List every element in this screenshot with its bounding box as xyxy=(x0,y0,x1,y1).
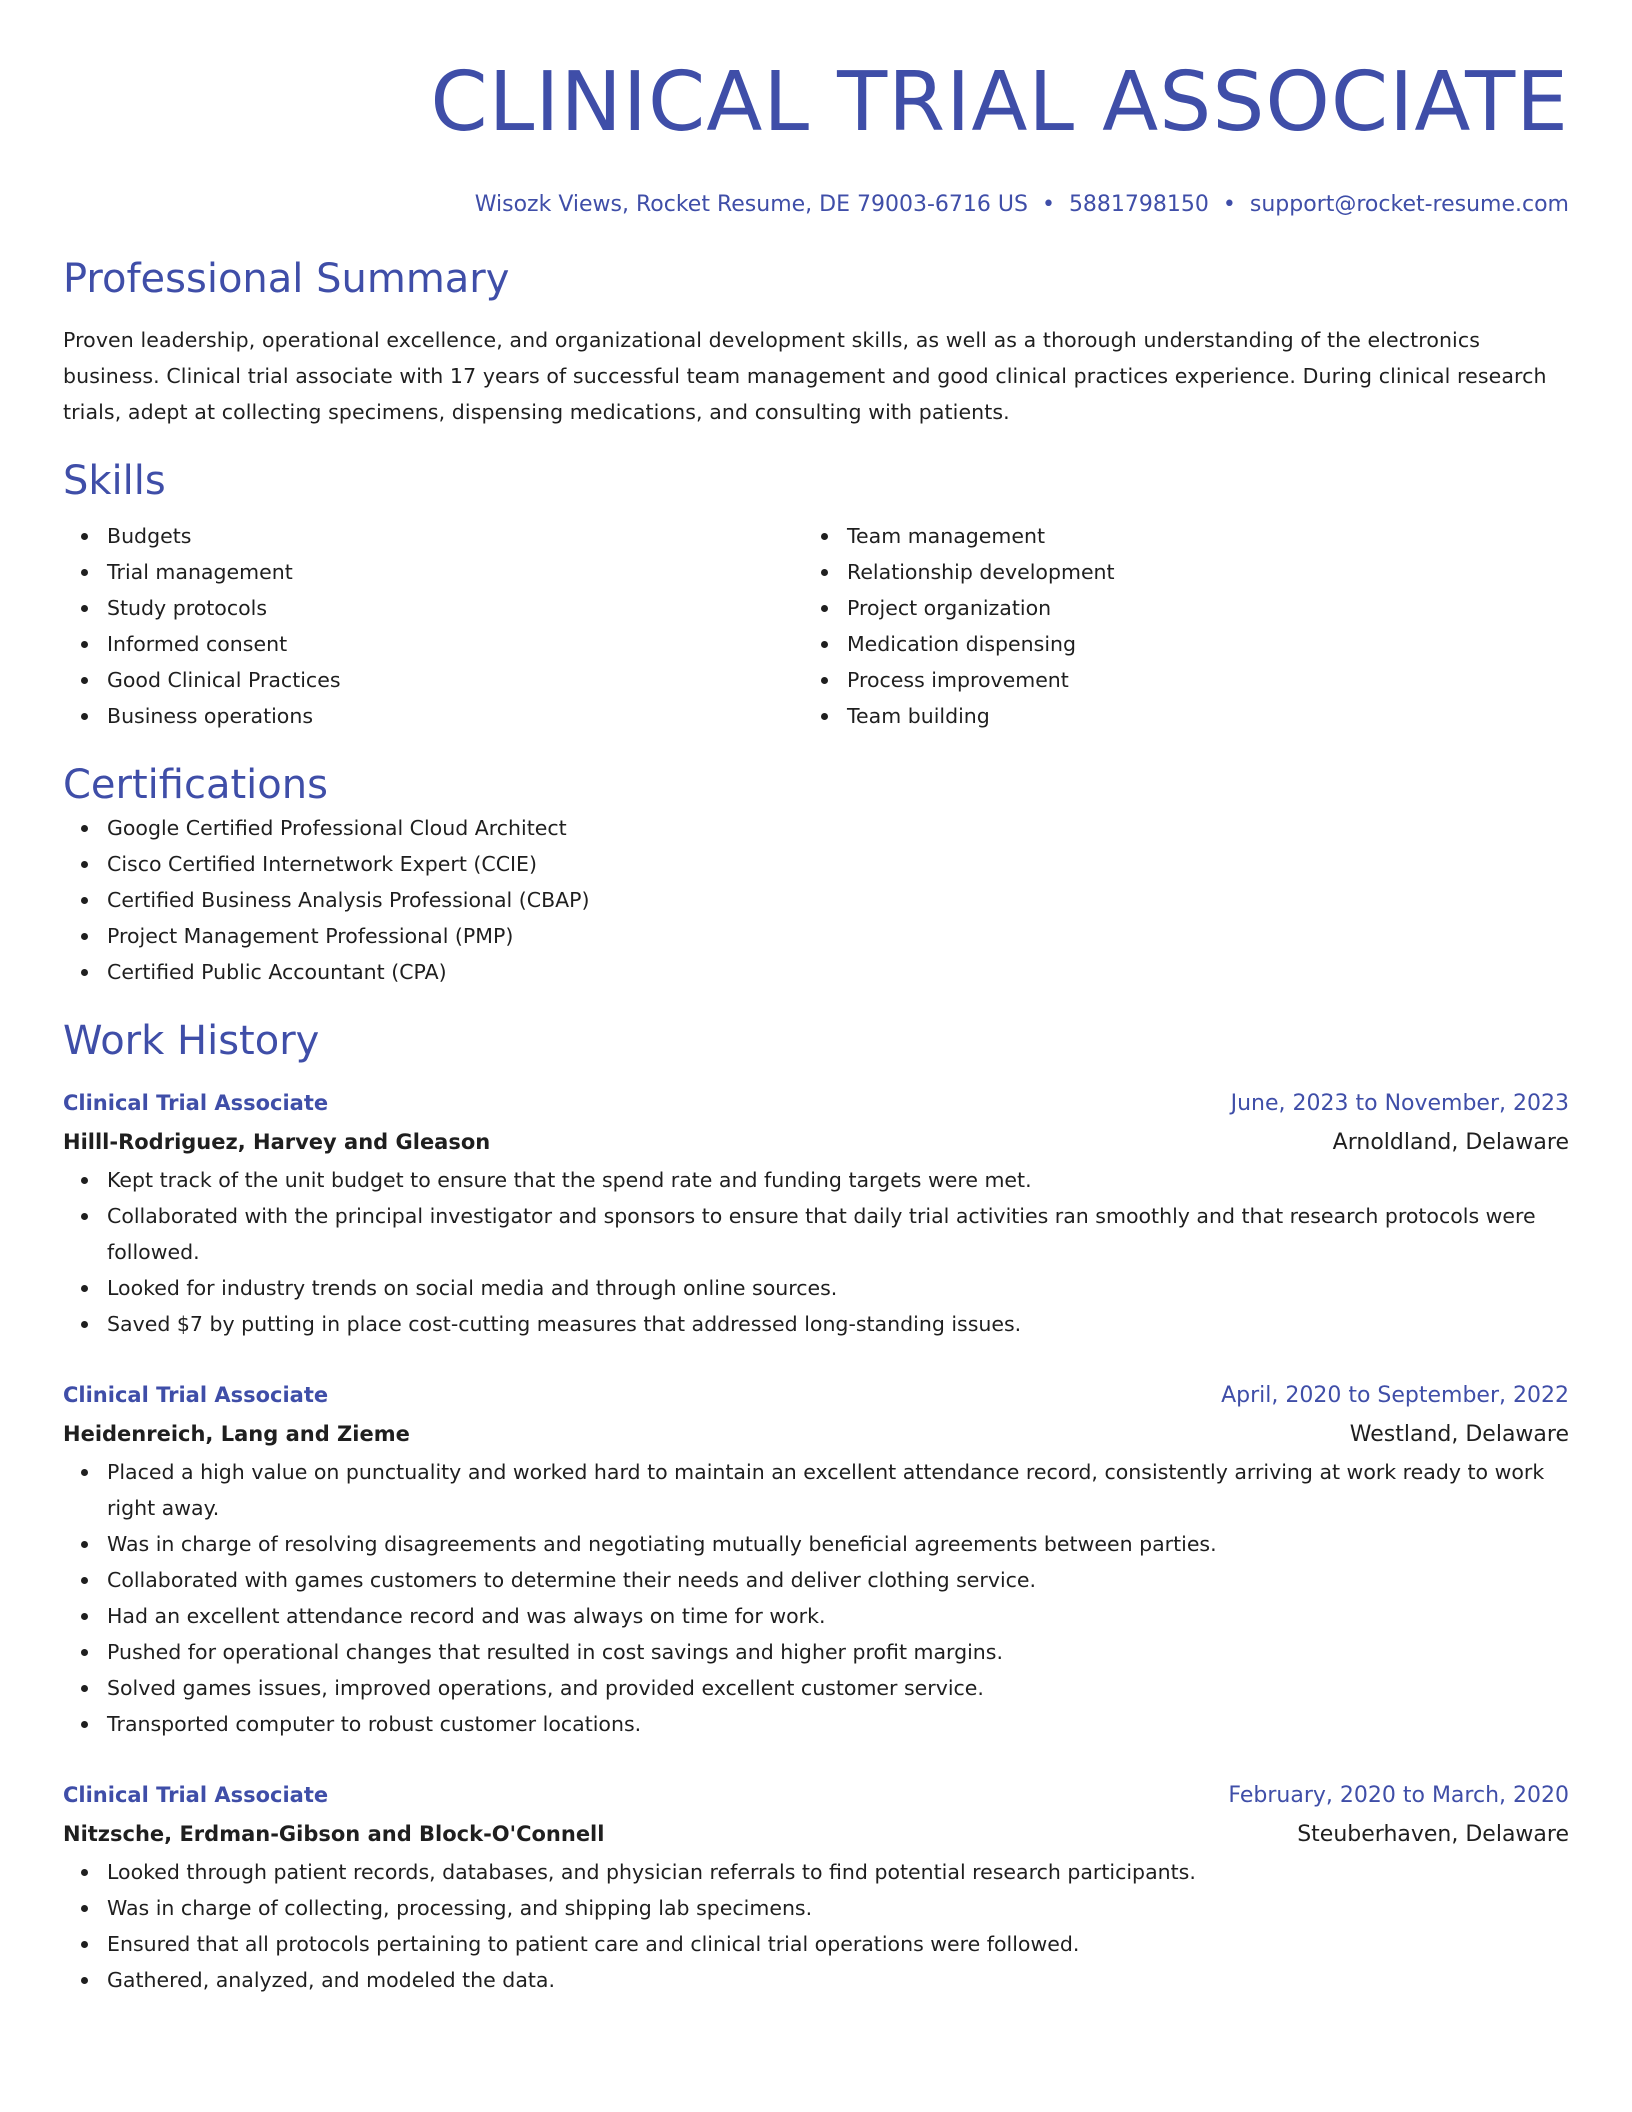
job-title: Clinical Trial Associate xyxy=(63,1383,329,1407)
skill-item: Trial management xyxy=(63,554,803,590)
job-company: Hilll-Rodriguez, Harvey and Gleason xyxy=(63,1130,491,1154)
contact-separator: • xyxy=(1222,192,1236,217)
job-company-row xyxy=(63,1415,1569,1454)
contact-separator: • xyxy=(1041,192,1055,217)
job-bullet-list xyxy=(63,1854,1569,1998)
job-title: Clinical Trial Associate xyxy=(63,1783,329,1807)
contact-email: support@rocket-resume.com xyxy=(1249,192,1569,217)
job-location: Steuberhaven, Delaware xyxy=(1297,1822,1569,1847)
skill-item: Relationship development xyxy=(803,554,1543,590)
job-bullet: Pushed for operational changes that resulted in cost savings and higher profit margins. xyxy=(63,1634,1569,1670)
job-company: Nitzsche, Erdman-Gibson and Block-O'Connell xyxy=(63,1822,605,1846)
skills-section xyxy=(63,456,1569,734)
contact-phone: 5881798150 xyxy=(1068,192,1209,217)
job-title: Clinical Trial Associate xyxy=(63,1091,329,1115)
certifications-heading: Certifications xyxy=(63,762,328,808)
job-bullet: Kept track of the unit budget to ensure that the spend rate and funding targets were met. xyxy=(63,1162,1569,1198)
job-bullet: Looked for industry trends on social media and through online sources. xyxy=(63,1270,1569,1306)
skill-item: Process improvement xyxy=(803,662,1543,698)
job-company-row xyxy=(63,1123,1569,1162)
skills-heading: Skills xyxy=(63,458,166,504)
job-bullet: Was in charge of resolving disagreements and negotiating mutually beneficial agreements between parties. xyxy=(63,1526,1569,1562)
summary-section xyxy=(63,254,1569,430)
certification-item: Project Management Professional (PMP) xyxy=(63,918,1569,954)
job-bullet: Transported computer to robust customer locations. xyxy=(63,1706,1569,1742)
certifications-section xyxy=(63,760,1569,990)
skill-item: Team management xyxy=(803,518,1543,554)
job-title-row xyxy=(63,1376,1569,1415)
skills-list-left xyxy=(63,518,803,734)
skill-item: Informed consent xyxy=(63,626,803,662)
job-bullet: Gathered, analyzed, and modeled the data. xyxy=(63,1962,1569,1998)
skill-item: Study protocols xyxy=(63,590,803,626)
certification-item: Cisco Certified Internetwork Expert (CCIE) xyxy=(63,846,1569,882)
certification-item: Google Certified Professional Cloud Architect xyxy=(63,810,1569,846)
summary-heading: Professional Summary xyxy=(63,256,510,302)
job-title-row xyxy=(63,1084,1569,1123)
job-bullet: Ensured that all protocols pertaining to patient care and clinical trial operations were followed. xyxy=(63,1926,1569,1962)
job-bullet: Was in charge of collecting, processing, and shipping lab specimens. xyxy=(63,1890,1569,1926)
skill-item: Good Clinical Practices xyxy=(63,662,803,698)
job-bullet-list xyxy=(63,1454,1569,1742)
contact-line xyxy=(63,190,1569,220)
skill-item: Budgets xyxy=(63,518,803,554)
job-location: Westland, Delaware xyxy=(1349,1422,1569,1447)
job-dates: June, 2023 to November, 2023 xyxy=(1230,1091,1569,1116)
job-bullet: Looked through patient records, databases, and physician referrals to find potential research participants. xyxy=(63,1854,1569,1890)
job-company: Heidenreich, Lang and Zieme xyxy=(63,1422,410,1446)
resume-title: CLINICAL TRIAL ASSOCIATE xyxy=(430,55,1569,150)
work-history-section xyxy=(63,1016,1569,1998)
job-bullet-list xyxy=(63,1162,1569,1342)
skills-list-right xyxy=(803,518,1543,734)
job-bullet: Collaborated with the principal investigator and sponsors to ensure that daily trial activities ran smoothly and that research protocols were followed. xyxy=(63,1198,1569,1270)
job-entry xyxy=(63,1084,1569,1342)
job-title-row xyxy=(63,1776,1569,1815)
certification-item: Certified Business Analysis Professional (CBAP) xyxy=(63,882,1569,918)
certifications-list xyxy=(63,810,1569,990)
work-history-heading: Work History xyxy=(63,1018,320,1064)
skill-item: Team building xyxy=(803,698,1543,734)
job-entry xyxy=(63,1776,1569,1998)
skill-item: Medication dispensing xyxy=(803,626,1543,662)
skill-item: Project organization xyxy=(803,590,1543,626)
job-entry xyxy=(63,1376,1569,1742)
contact-address: Wisozk Views, Rocket Resume, DE 79003-6716 US xyxy=(474,192,1028,217)
skills-grid xyxy=(63,518,1569,734)
job-dates: February, 2020 to March, 2020 xyxy=(1228,1783,1569,1808)
job-bullet: Saved $7 by putting in place cost-cutting measures that addressed long-standing issues. xyxy=(63,1306,1569,1342)
job-bullet: Placed a high value on punctuality and worked hard to maintain an excellent attendance record, consistently arriving at work ready to work right away. xyxy=(63,1454,1569,1526)
job-company-row xyxy=(63,1815,1569,1854)
job-dates: April, 2020 to September, 2022 xyxy=(1221,1383,1569,1408)
skill-item: Business operations xyxy=(63,698,803,734)
certification-item: Certified Public Accountant (CPA) xyxy=(63,954,1569,990)
job-bullet: Had an excellent attendance record and was always on time for work. xyxy=(63,1598,1569,1634)
job-bullet: Solved games issues, improved operations, and provided excellent customer service. xyxy=(63,1670,1569,1706)
job-location: Arnoldland, Delaware xyxy=(1332,1130,1569,1155)
summary-text: Proven leadership, operational excellence, and organizational development skills, as well as a thorough understanding of the electronics business. Clinical trial associate with 17 years of successful team management and good clinical practices experience. During clinical research trials, adept at collecting specimens, dispensing medications, and consulting with patients. xyxy=(63,328,1547,424)
job-bullet: Collaborated with games customers to determine their needs and deliver clothing service. xyxy=(63,1562,1569,1598)
